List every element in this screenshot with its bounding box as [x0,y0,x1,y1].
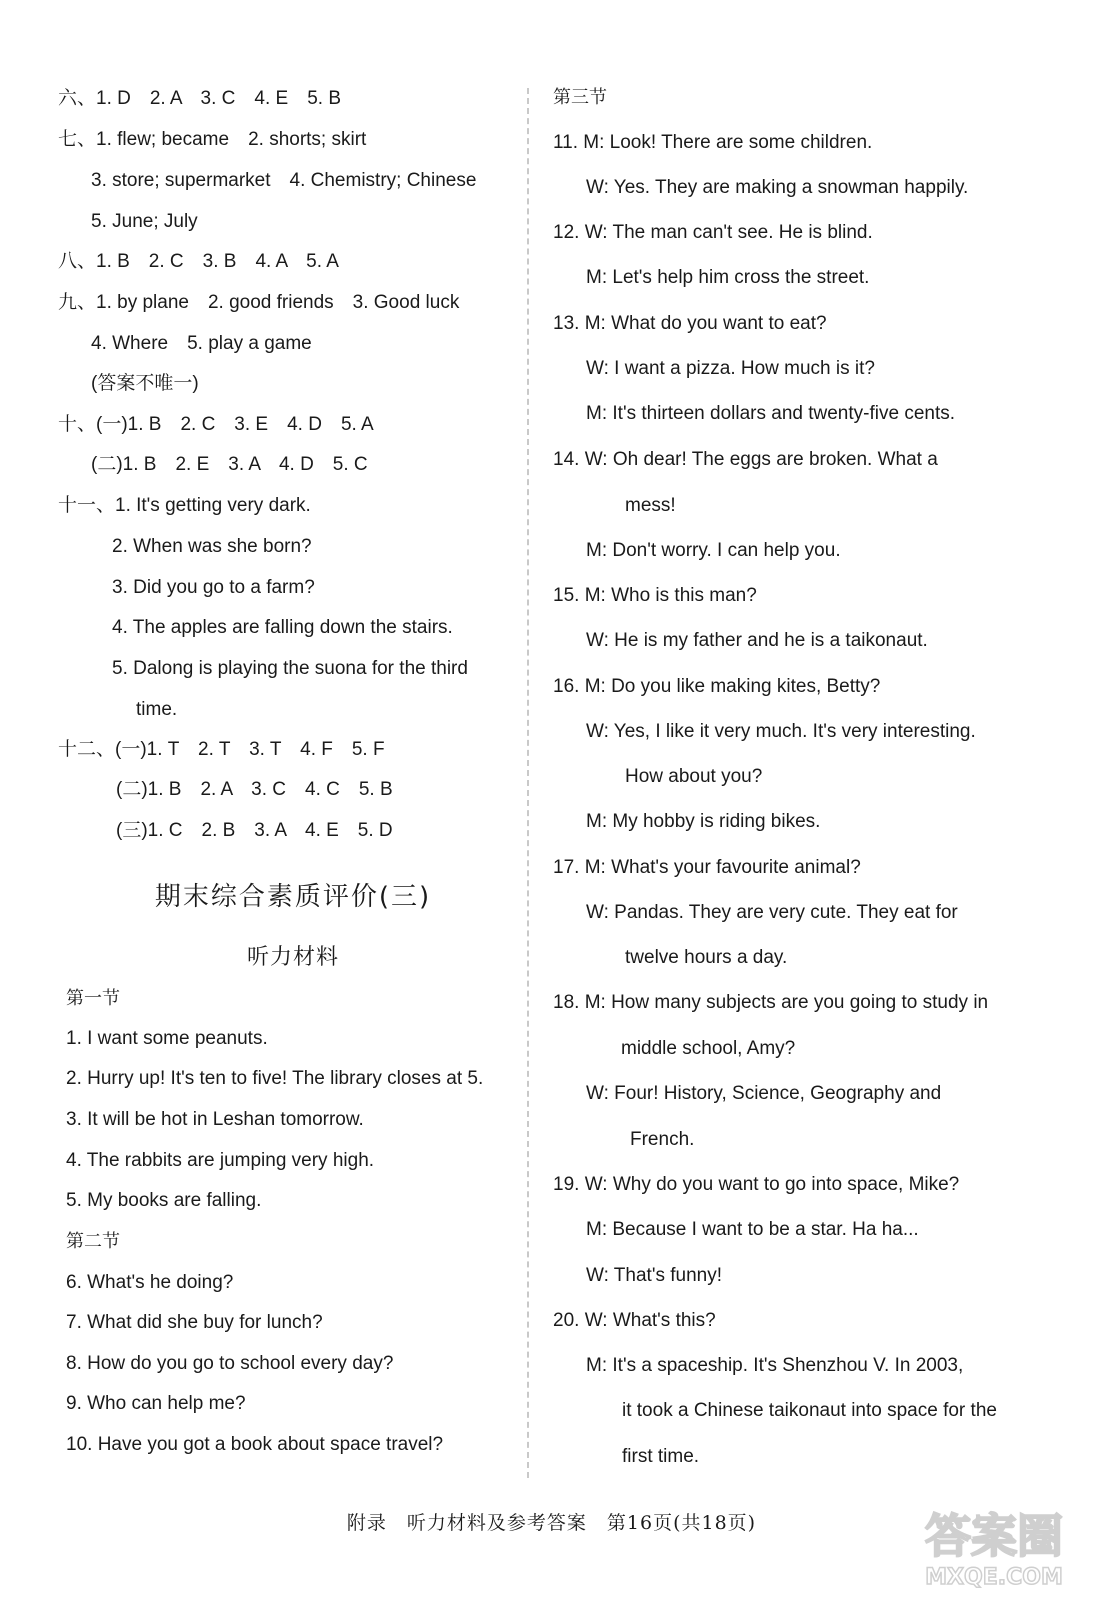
transcript-line: 20. W: What's this? [553,1310,716,1331]
transcript-line: it took a Chinese taikonaut into space for the [622,1400,997,1421]
section-title: 听力材料 [246,945,339,970]
watermark-logo [894,1500,1089,1590]
transcript-line: M: Let's help him cross the street. [586,267,870,288]
transcript-line: 12. W: The man can't see. He is blind. [553,222,873,243]
watermark-url: MXQE.COM [925,1565,1063,1590]
answer-line: 10. Have you got a book about space travel? [66,1434,444,1455]
transcript-line: middle school, Amy? [621,1038,796,1059]
answer-line: 第二节 [66,1231,120,1252]
transcript-line: W: I want a pizza. How much is it? [586,358,875,379]
answer-line: time. [136,699,178,720]
answer-line: 9. Who can help me? [66,1393,246,1414]
transcript-line: 18. M: How many subjects are you going to study in [553,992,989,1013]
answer-line: 6. What's he doing? [66,1272,234,1293]
answer-line: 六、1. D 2. A 3. C 4. E 5. B [58,88,341,109]
watermark-main: 答案圈 [925,1509,1063,1563]
transcript-line: 13. M: What do you want to eat? [553,313,827,334]
page-footer: 附录 听力材料及参考答案 第16页(共18页) [346,1512,757,1534]
answer-line: 十、(一)1. B 2. C 3. E 4. D 5. A [58,414,374,435]
answer-line: 十二、(一)1. T 2. T 3. T 4. F 5. F [58,739,385,760]
transcript-line: M: My hobby is riding bikes. [586,811,821,832]
answer-line: 3. Did you go to a farm? [112,577,315,598]
transcript-line: M: Don't worry. I can help you. [586,540,841,561]
answer-line: 2. When was she born? [112,536,312,557]
transcript-line: W: He is my father and he is a taikonaut. [586,630,928,651]
transcript-line: W: That's funny! [586,1265,722,1286]
answer-line: 5. Dalong is playing the suona for the third [112,658,468,679]
answer-line: 九、1. by plane 2. good friends 3. Good luck [58,292,460,313]
answer-line: 1. I want some peanuts. [66,1028,268,1049]
answer-line: 八、1. B 2. C 3. B 4. A 5. A [58,251,339,272]
transcript-line: 16. M: Do you like making kites, Betty? [553,676,881,697]
transcript-line: 11. M: Look! There are some children. [553,132,873,153]
answer-line: 5. My books are falling. [66,1190,262,1211]
transcript-line: first time. [622,1446,700,1467]
transcript-line: French. [630,1129,695,1150]
answer-line: 七、1. flew; became 2. shorts; skirt [58,129,367,150]
transcript-line: 14. W: Oh dear! The eggs are broken. What a [553,449,938,470]
answer-line: 8. How do you go to school every day? [66,1353,394,1374]
transcript-line: W: Yes. They are making a snowman happily. [586,177,969,198]
transcript-line: 第三节 [553,87,607,108]
answer-line: 4. The apples are falling down the stairs. [112,617,453,638]
column-divider [527,88,529,1478]
answer-line: 4. Where 5. play a game [91,333,312,354]
transcript-line: W: Pandas. They are very cute. They eat for [586,902,958,923]
answer-line: 5. June; July [91,211,198,232]
transcript-line: 17. M: What's your favourite animal? [553,857,861,878]
answer-line: (二)1. B 2. E 3. A 4. D 5. C [91,454,368,475]
transcript-line: M: It's thirteen dollars and twenty-five cents. [586,403,956,424]
transcript-line: M: It's a spaceship. It's Shenzhou V. In 2003, [586,1355,964,1376]
answer-line: 十一、1. It's getting very dark. [58,495,311,516]
answer-line: (二)1. B 2. A 3. C 4. C 5. B [116,779,393,800]
answer-line: (三)1. C 2. B 3. A 4. E 5. D [116,820,393,841]
transcript-line: 15. M: Who is this man? [553,585,757,606]
transcript-line: mess! [625,495,676,516]
transcript-line: M: Because I want to be a star. Ha ha... [586,1219,919,1240]
transcript-line: W: Four! History, Science, Geography and [586,1083,942,1104]
answer-line: 3. store; supermarket 4. Chemistry; Chinese [91,170,477,191]
answer-line: 3. It will be hot in Leshan tomorrow. [66,1109,364,1130]
exam-title: 期末综合素质评价(三) [154,882,432,912]
transcript-line: W: Yes, I like it very much. It's very interesting. [586,721,976,742]
answer-line: 第一节 [66,988,120,1009]
answer-line: 4. The rabbits are jumping very high. [66,1150,375,1171]
answer-line: (答案不唯一) [91,373,199,394]
answer-line: 2. Hurry up! It's ten to five! The library closes at 5. [66,1068,484,1089]
transcript-line: 19. W: Why do you want to go into space, Mike? [553,1174,960,1195]
transcript-line: How about you? [625,766,763,787]
transcript-line: twelve hours a day. [625,947,788,968]
answer-line: 7. What did she buy for lunch? [66,1312,323,1333]
